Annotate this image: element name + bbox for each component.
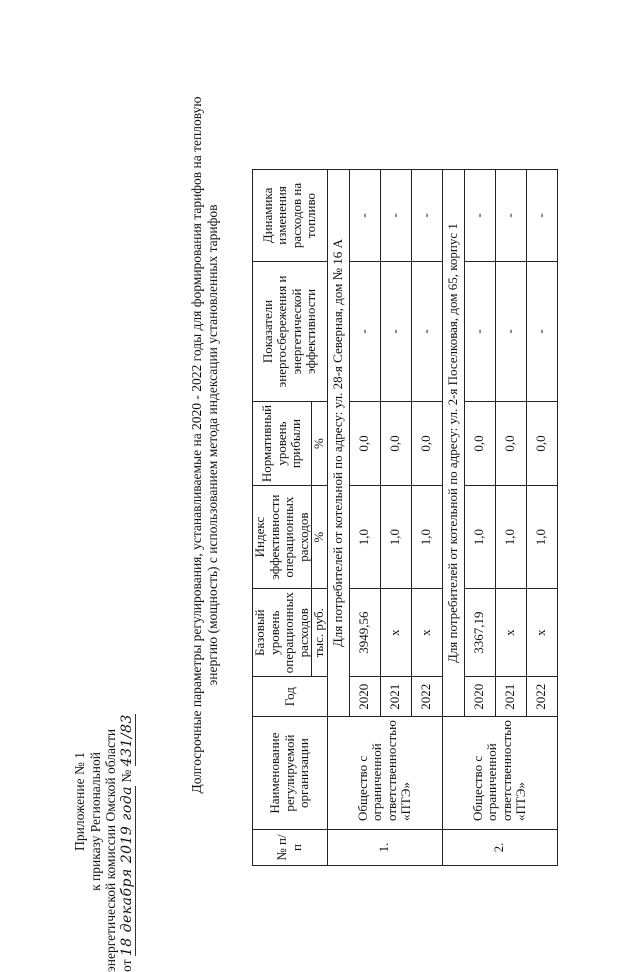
cell-base-cost: х <box>380 589 411 677</box>
header-profit-level: Нормативный уровень прибыли <box>253 401 312 485</box>
cell-profit-level: 0,0 <box>349 401 380 485</box>
section-caption: Для потребителей от котельной по адресу: ул. 28-я Северная, дом № 16 А <box>327 169 349 716</box>
document-title <box>189 20 220 870</box>
cell-profit-level: 0,0 <box>495 401 526 485</box>
cell-year: 2021 <box>380 677 411 717</box>
header-year: Год <box>253 677 328 717</box>
cell-year: 2020 <box>349 677 380 717</box>
header-fuel-dynamics: Динамика изменения расходов на топливо <box>253 169 328 261</box>
handwritten-date: 18 декабря 2019 года <box>118 785 135 957</box>
cell-profit-level: 0,0 <box>380 401 411 485</box>
organization-name: Общество с ограниченной ответственностью «ПТЭ» <box>442 717 557 830</box>
cell-year: 2022 <box>411 677 442 717</box>
unit-base-cost: тыс. руб. <box>312 589 328 677</box>
date-prefix: от <box>118 959 134 972</box>
cell-energy-saving: - <box>411 261 442 401</box>
cell-efficiency-index: 1,0 <box>380 486 411 589</box>
appendix-label: Приложение № 1 <box>72 752 87 851</box>
order-date-line <box>118 714 136 972</box>
cell-fuel-dynamics: - <box>380 169 411 261</box>
cell-profit-level: 0,0 <box>411 401 442 485</box>
cell-efficiency-index: 1,0 <box>464 486 495 589</box>
row-number: 1. <box>327 830 442 866</box>
unit-profit-level: % <box>312 401 328 485</box>
cell-profit-level: 0,0 <box>464 401 495 485</box>
cell-year: 2022 <box>526 677 557 717</box>
header-org: Наименование регулируемой организации <box>253 717 328 830</box>
cell-profit-level: 0,0 <box>526 401 557 485</box>
organization-name: Общество с ограниченной ответственностью «ПТЭ» <box>327 717 442 830</box>
tariff-parameters-table <box>252 169 558 866</box>
cell-year: 2021 <box>495 677 526 717</box>
handwritten-order-number: 431/83 <box>118 714 135 767</box>
title-line-2: энергию (мощность) с использованием метода индексации установленных тарифов <box>204 204 220 686</box>
cell-energy-saving: - <box>349 261 380 401</box>
header-num: № п/п <box>253 830 328 866</box>
cell-base-cost: х <box>495 589 526 677</box>
cell-fuel-dynamics: - <box>495 169 526 261</box>
row-number: 2. <box>442 830 557 866</box>
cell-fuel-dynamics: - <box>464 169 495 261</box>
cell-fuel-dynamics: - <box>526 169 557 261</box>
header-energy-saving: Показатели энергосбережения и энергетической эффективности <box>253 261 328 401</box>
header-base-cost: Базовый уровень операционных расходов <box>253 589 312 677</box>
header-efficiency-index: Индекс эффективности операционных расходов <box>253 486 312 589</box>
cell-energy-saving: - <box>495 261 526 401</box>
cell-base-cost: 3949,56 <box>349 589 380 677</box>
title-line-1: Долгосрочные параметры регулирования, устанавливаемые на 2020 - 2022 годы для формирования тарифов на тепловую <box>189 96 204 794</box>
unit-efficiency-index: % <box>312 486 328 589</box>
cell-energy-saving: - <box>464 261 495 401</box>
number-sign: № <box>118 769 134 783</box>
cell-energy-saving: - <box>380 261 411 401</box>
cell-fuel-dynamics: - <box>411 169 442 261</box>
cell-base-cost: 3367,19 <box>464 589 495 677</box>
cell-fuel-dynamics: - <box>349 169 380 261</box>
cell-energy-saving: - <box>526 261 557 401</box>
cell-base-cost: х <box>526 589 557 677</box>
appendix-header <box>72 714 135 972</box>
commission-name: энергетической комиссии Омской области <box>103 728 118 972</box>
order-reference: к приказу Региональной <box>87 752 103 891</box>
cell-efficiency-index: 1,0 <box>495 486 526 589</box>
cell-efficiency-index: 1,0 <box>411 486 442 589</box>
cell-efficiency-index: 1,0 <box>526 486 557 589</box>
section-caption: Для потребителей от котельной по адресу: ул. 2-я Поселковая, дом 65, корпус 1 <box>442 169 464 716</box>
cell-year: 2020 <box>464 677 495 717</box>
cell-efficiency-index: 1,0 <box>349 486 380 589</box>
cell-base-cost: х <box>411 589 442 677</box>
